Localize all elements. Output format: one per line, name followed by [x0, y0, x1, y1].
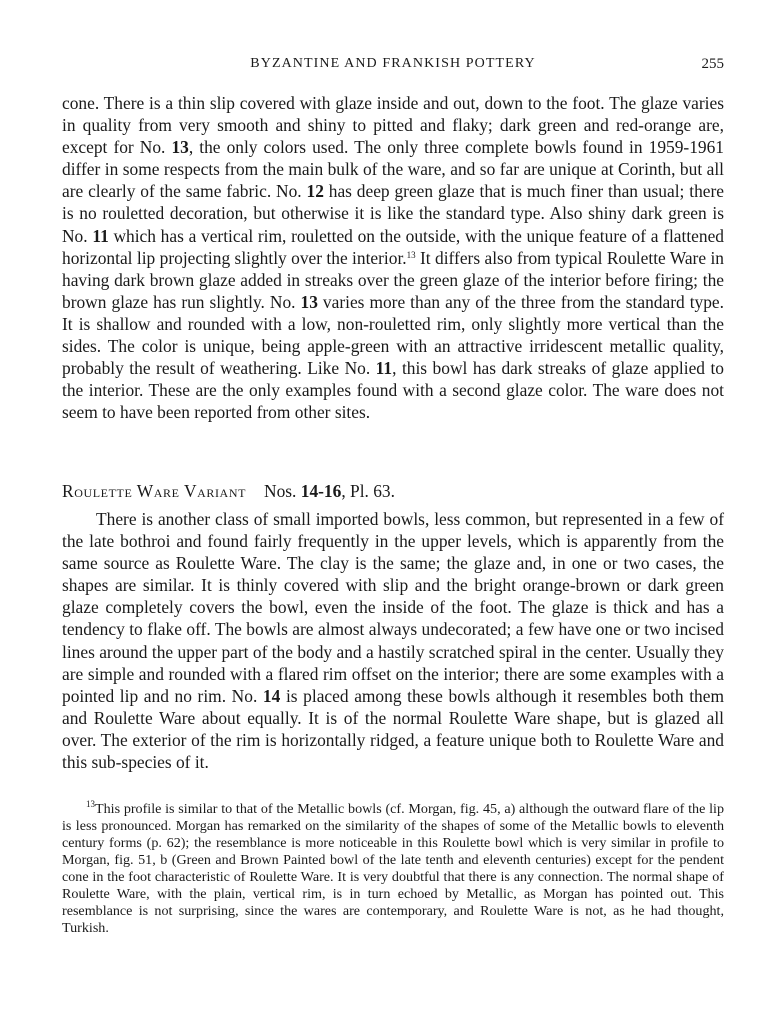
text-run: There is another class of small imported bowls, less common, but represented in a few of the late bothroi and found fairly frequently in the upper levels, which is apparently from the same source as Roulette Ware. The clay is the same; the glaze and, in one or two cases, the shapes are similar. It is thinly covered with slip and the bright orange-brown or dark green glaze completely covers the bowl, even the inside of the foot. The glaze is thick and has a tendency to flake off. The bowls are almost always undecorated; a few have one or two incised lines around the upper part of the body and a hastily scratched spiral in the center. Usually they are simple and rounded with a flared rim offset on the interior; there are some examples with a pointed lip and no rim. No. [62, 509, 724, 706]
plate-reference: , Pl. 63. [341, 481, 395, 501]
catalog-range: 14-16 [300, 481, 342, 501]
section-heading [62, 480, 724, 502]
text-run: varies more than any of the three from the standard type. It is shallow and rounded with a low, non-rouletted rim, only slightly more vertical than the sides. The color is unique, being apple-green with an attractive irridescent metallic quality, probably the result of weathering. Like No. [62, 291, 724, 379]
page-number: 255 [701, 56, 724, 72]
nos-prefix: Nos. [264, 481, 301, 501]
footnote-text: This profile is similar to that of the Metallic bowls (cf. Morgan, fig. 45, a) although the outward flare of the lip is less pronounced. Morgan has remarked on the similarity of the shapes of some of the Metallic bowls to eleventh century forms (p. 62); the resemblance is more noticeable in this Roulette bowl which is very similar in profile to Morgan, fig. 51, b (Green and Brown Painted bowl of the late tenth and eleventh centuries) except for the pendent cone in the foot characteristic of Roulette Ware. It is very doubtful that there is any connection. The normal shape of Roulette Ware, with the plain, vertical rim, is in turn echoed by Metallic, as Morgan has pointed out. This resemblance is not surprising, since the wares are contemporary, and Roulette Ware is not, as he had thought, Turkish. [62, 801, 724, 936]
text-run: which has a vertical rim, rouletted on the outside, with the unique feature of a flattened horizontal lip projecting slightly over the interior. [62, 225, 725, 268]
body-paragraph-2 [62, 508, 724, 773]
body-paragraph-1 [62, 92, 724, 423]
text-run: cone. There is a thin slip covered with glaze inside and out, down to the foot. The glaze varies in quality from very smooth and shiny to pitted and flaky; dark green and red-orange are, except for No. [62, 93, 724, 158]
footnote-marker: 13 [86, 799, 95, 809]
section-title-word: Roulette [62, 481, 133, 501]
section-title-word: Ware [136, 481, 180, 501]
section-references [264, 481, 395, 501]
text-run: It differs also from typical Roulette Ware in having dark brown glaze added in streaks over the green glaze of the interior before firing; the brown glaze has run slightly. No. [62, 247, 724, 312]
text-run: has deep green glaze that is much finer than usual; there is no rouletted decoration, but otherwise it is like the standard type. Also shiny dark green is No. [62, 181, 724, 246]
footnote [62, 801, 724, 937]
page-header [62, 56, 724, 80]
catalog-number: 13 [171, 137, 189, 158]
catalog-number: 12 [306, 181, 324, 202]
catalog-number: 11 [375, 358, 393, 379]
text-run: , the only colors used. The only three complete bowls found in 1959-1961 differ in some respects from the main bulk of the ware, and so far are unique at Corinth, but all are clearly of the same fabric. No. [62, 137, 724, 202]
section-title-word: Variant [183, 481, 247, 501]
catalog-number: 13 [300, 291, 318, 312]
text-run: is placed among these bowls although it resembles both them and Roulette Ware about equally. It is of the normal Roulette Ware shape, but is glazed all over. The exterior of the rim is horizontally ridged, a feature unique both to Roulette Ware and this sub-species of it. [62, 685, 724, 773]
footnote-reference: 13 [406, 249, 416, 260]
catalog-number: 14 [262, 685, 281, 706]
running-title: BYZANTINE AND FRANKISH POTTERY [250, 56, 536, 71]
text-run: , this bowl has dark streaks of glaze applied to the interior. These are the only examples found with a second glaze color. The ware does not seem to have been reported from other sites. [62, 358, 724, 423]
catalog-number: 11 [92, 225, 109, 246]
